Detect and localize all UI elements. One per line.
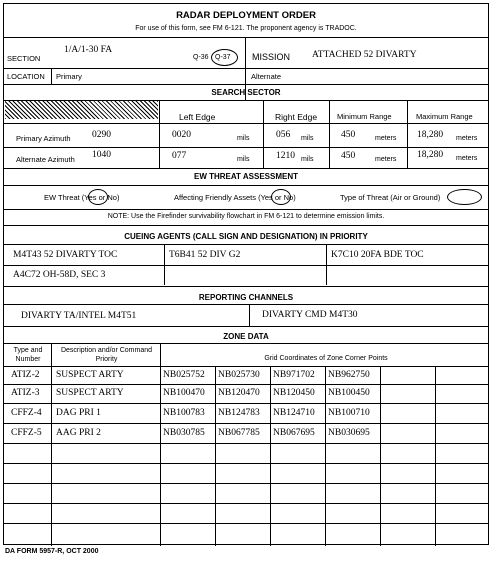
divider	[51, 343, 52, 546]
divider	[4, 123, 488, 124]
zone-type-3[interactable]: CFFZ-4	[11, 408, 42, 418]
divider	[51, 68, 52, 84]
ew-threat-field[interactable]: EW Threat (Yes or No)	[44, 193, 120, 202]
divider	[4, 37, 488, 38]
selected-circle	[211, 49, 238, 66]
divider	[407, 100, 408, 168]
divider	[4, 286, 488, 287]
location-label: LOCATION	[7, 72, 45, 81]
zone-desc-4[interactable]: AAG PRI 2	[56, 428, 101, 438]
divider	[164, 265, 165, 285]
zone-grid-2-2[interactable]: NB120470	[218, 388, 260, 398]
divider	[4, 84, 488, 85]
divider	[4, 168, 488, 169]
divider	[160, 343, 161, 546]
divider	[4, 225, 488, 226]
divider	[4, 483, 488, 484]
zone-grid-2-1[interactable]: NB100470	[163, 388, 205, 398]
unit-meters: meters	[375, 135, 397, 142]
zone-desc-2[interactable]: SUSPECT ARTY	[56, 388, 124, 398]
reporting-channels-heading: REPORTING CHANNELS	[198, 293, 294, 302]
zone-grid-4-2[interactable]: NB067785	[218, 428, 260, 438]
reporting-channel-1[interactable]: DIVARTY TA/INTEL M4T51	[21, 311, 137, 321]
divider	[4, 244, 488, 245]
reporting-channel-2[interactable]: DIVARTY CMD M4T30	[262, 310, 358, 320]
divider	[4, 68, 488, 69]
col-min-range: Minimum Range	[337, 112, 392, 121]
divider	[215, 366, 216, 546]
col-max-range: Maximum Range	[416, 112, 473, 121]
zone-grid-1-3[interactable]: NB971702	[273, 370, 315, 380]
cueing-agent-3[interactable]: K7C10 20FA BDE TOC	[331, 250, 424, 260]
primary-min-field[interactable]: 450	[341, 130, 356, 140]
divider	[164, 244, 165, 265]
divider	[435, 366, 436, 546]
divider	[4, 384, 488, 385]
divider	[4, 366, 488, 367]
unit-mils: mils	[301, 156, 314, 163]
zone-desc-1[interactable]: SUSPECT ARTY	[56, 370, 124, 380]
section-field[interactable]: 1/A/1-30 FA	[64, 45, 113, 55]
divider	[4, 209, 488, 210]
unit-meters: meters	[456, 135, 478, 142]
mission-label: MISSION	[252, 52, 291, 62]
divider	[4, 304, 488, 305]
divider	[4, 503, 488, 504]
cueing-agent-2[interactable]: T6B41 52 DIV G2	[169, 250, 241, 260]
zone-grid-4-1[interactable]: NB030785	[163, 428, 205, 438]
divider	[4, 343, 488, 344]
radar-option-q37[interactable]: Q-37	[215, 54, 231, 61]
zone-grid-1-4[interactable]: NB962750	[328, 370, 370, 380]
zone-grid-4-3[interactable]: NB067695	[273, 428, 315, 438]
alternate-azimuth-field[interactable]: 1040	[92, 150, 111, 160]
zone-grid-3-2[interactable]: NB124783	[218, 408, 260, 418]
hatched-cell	[5, 101, 158, 119]
alternate-azimuth-label: Alternate Azimuth	[16, 155, 75, 164]
zone-grid-3-1[interactable]: NB100783	[163, 408, 205, 418]
cueing-agent-4[interactable]: A4C72 OH-58D, SEC 3	[13, 270, 106, 280]
primary-right-field[interactable]: 056	[276, 130, 291, 140]
divider	[326, 244, 327, 265]
col-right-edge: Right Edge	[275, 112, 318, 122]
form-footer: DA FORM 5957-R, OCT 2000	[5, 548, 99, 555]
divider	[4, 443, 488, 444]
divider	[326, 265, 327, 285]
unit-mils: mils	[237, 156, 250, 163]
primary-azimuth-label: Primary Azimuth	[16, 134, 71, 143]
zone-grid-2-4[interactable]: NB100450	[328, 388, 370, 398]
zone-grid-2-3[interactable]: NB120450	[273, 388, 315, 398]
location-primary-field[interactable]: Primary	[56, 72, 82, 81]
location-alternate-field[interactable]: Alternate	[251, 72, 282, 81]
divider	[329, 100, 330, 168]
primary-left-field[interactable]: 0020	[172, 130, 191, 140]
zone-grid-3-4[interactable]: NB100710	[328, 408, 370, 418]
divider	[4, 523, 488, 524]
zone-grid-4-4[interactable]: NB030695	[328, 428, 370, 438]
divider	[4, 185, 488, 186]
threat-type-field[interactable]: Type of Threat (Air or Ground)	[340, 193, 441, 202]
search-sector-heading: SEARCH SECTOR	[211, 88, 281, 97]
zone-desc-3[interactable]: DAG PRI 1	[56, 408, 101, 418]
unit-meters: meters	[375, 156, 397, 163]
divider	[4, 463, 488, 464]
mission-field[interactable]: ATTACHED 52 DIVARTY	[312, 50, 417, 60]
unit-meters: meters	[456, 155, 478, 162]
zone-data-heading: ZONE DATA	[223, 332, 269, 341]
divider	[4, 147, 488, 148]
radar-option-q36[interactable]: Q-36	[193, 54, 209, 61]
section-label: SECTION	[7, 54, 41, 63]
divider	[263, 100, 264, 168]
divider	[380, 366, 381, 546]
divider	[159, 100, 160, 168]
divider	[249, 304, 250, 326]
divider	[4, 423, 488, 424]
divider	[325, 366, 326, 546]
form-subtitle: For use of this form, see FM 6-121. The proponent agency is TRADOC.	[135, 25, 357, 32]
divider	[270, 366, 271, 546]
radar-deployment-form	[3, 3, 489, 545]
zone-grid-3-3[interactable]: NB124710	[273, 408, 315, 418]
primary-azimuth-field[interactable]: 0290	[92, 130, 111, 140]
cueing-agents-heading: CUEING AGENTS (CALL SIGN AND DESIGNATION) IN PRIORITY	[124, 232, 368, 241]
zone-type-4[interactable]: CFFZ-5	[11, 428, 42, 438]
zone-type-1[interactable]: ATIZ-2	[11, 370, 40, 380]
zone-grid-1-1[interactable]: NB025752	[163, 370, 205, 380]
form-title: RADAR DEPLOYMENT ORDER	[176, 10, 316, 21]
alternate-right-field[interactable]: 1210	[276, 151, 295, 161]
zone-type-2[interactable]: ATIZ-3	[11, 388, 40, 398]
unit-mils: mils	[237, 135, 250, 142]
affecting-friendly-field[interactable]: Affecting Friendly Assets (Yes or No)	[174, 193, 296, 202]
unit-mils: mils	[301, 135, 314, 142]
alternate-max-field[interactable]: 18,280	[417, 150, 444, 160]
selected-circle	[447, 189, 482, 205]
col-type-number: Type and Number	[13, 347, 43, 363]
col-description: Description and/or Command Priority	[60, 347, 153, 363]
divider	[4, 326, 488, 327]
primary-max-field[interactable]: 18,280	[417, 130, 444, 140]
ew-note: NOTE: Use the Firefinder survivability flowchart in FM 6-121 to determine emission limits.	[107, 213, 385, 220]
alternate-min-field[interactable]: 450	[341, 151, 356, 161]
col-grid-coordinates: Grid Coordinates of Zone Corner Points	[264, 355, 388, 362]
selected-circle	[88, 189, 108, 205]
divider	[4, 265, 488, 266]
selected-circle	[271, 189, 291, 205]
cueing-agent-1[interactable]: M4T43 52 DIVARTY TOC	[13, 250, 118, 260]
zone-grid-1-2[interactable]: NB025730	[218, 370, 260, 380]
divider	[4, 403, 488, 404]
col-left-edge: Left Edge	[179, 112, 216, 122]
alternate-left-field[interactable]: 077	[172, 151, 187, 161]
ew-threat-heading: EW THREAT ASSESSMENT	[193, 172, 298, 181]
